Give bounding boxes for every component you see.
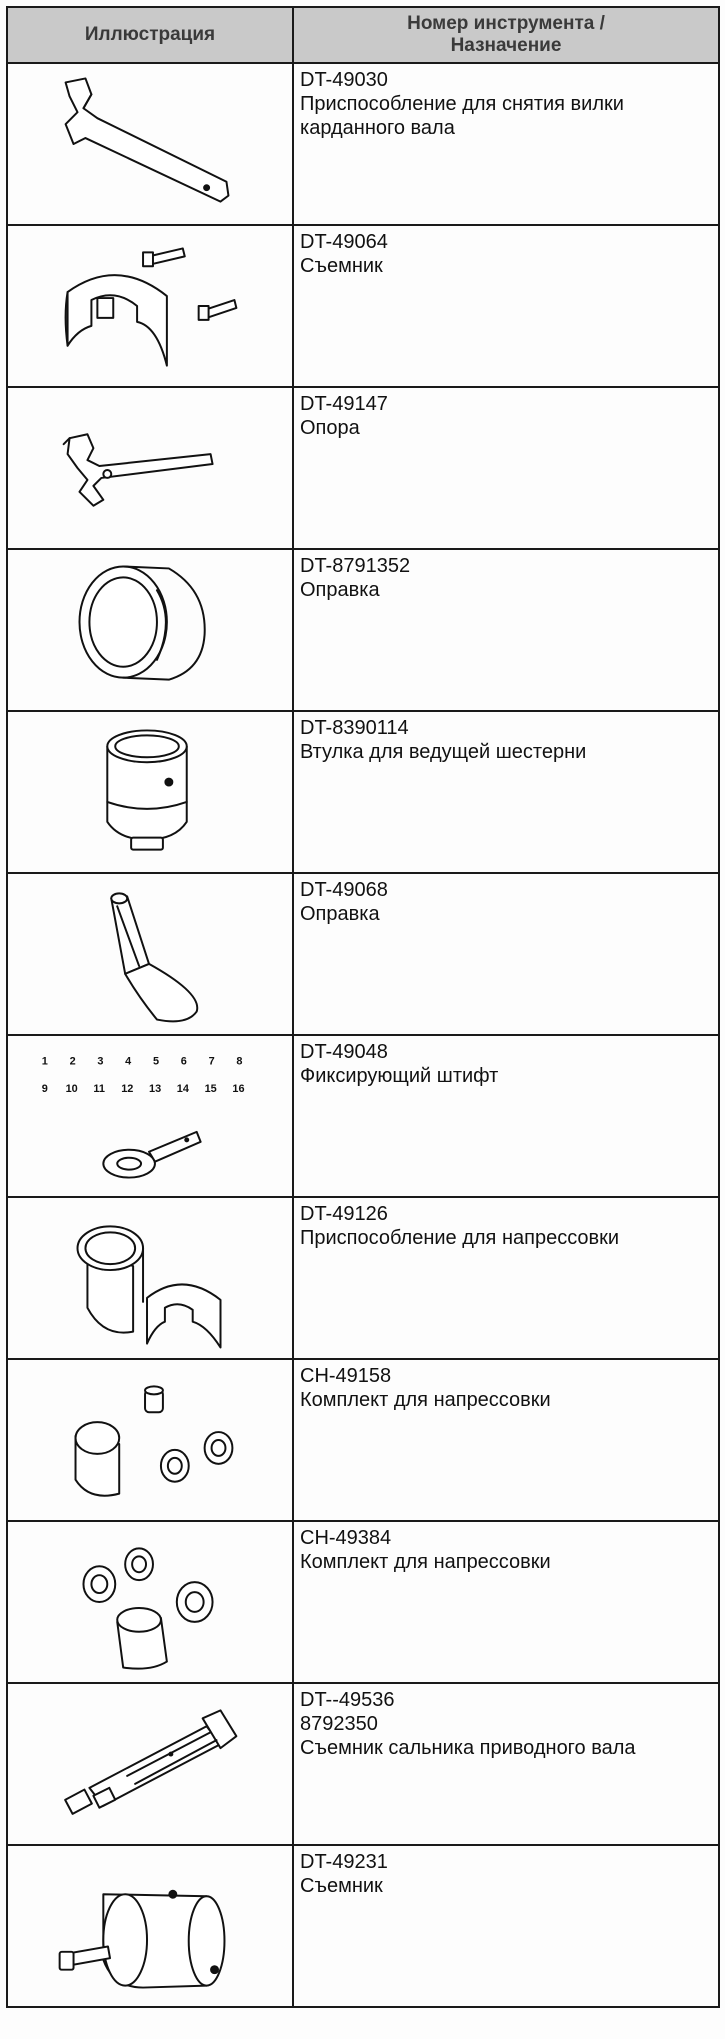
tool-purpose: Съемник (300, 255, 383, 277)
pin-number: 1 (41, 1055, 48, 1068)
tool-number-alt: 8792350 (300, 1713, 378, 1735)
puller-cylinder-icon (8, 1846, 292, 2006)
tool-purpose: Приспособление для снятия вилки карданного вала (300, 93, 624, 139)
tool-info-cell (293, 549, 719, 711)
tool-info-cell (293, 1035, 719, 1197)
pin-numbers-row1 (42, 1055, 243, 1067)
tool-info-cell (293, 1521, 719, 1683)
tool-number: DT-8791352 (300, 555, 411, 577)
press-kit-icon (8, 1360, 292, 1520)
tool-number: DT--49536 (300, 1689, 395, 1711)
pin-number: 12 (121, 1083, 134, 1096)
tool-number: DT-8390114 (300, 717, 409, 739)
pinion-sleeve-icon (8, 712, 292, 872)
illustration-cell (7, 1521, 293, 1683)
table-row (7, 225, 719, 387)
tool-number: CH-49158 (300, 1365, 392, 1387)
table-header-row (7, 7, 719, 63)
tool-info-cell (293, 63, 719, 225)
pin-number: 3 (97, 1055, 104, 1068)
special-tools-table (6, 6, 720, 2008)
pin-number: 15 (204, 1083, 217, 1096)
tool-number: DT-49126 (300, 1203, 388, 1225)
illustration-cell (7, 63, 293, 225)
illustration-cell (7, 1845, 293, 2007)
tool-info-cell (293, 1359, 719, 1521)
pin-number: 11 (93, 1083, 105, 1096)
illustration-cell (7, 1035, 293, 1197)
pin-number: 8 (236, 1055, 243, 1068)
tool-info-cell (293, 873, 719, 1035)
illustration-cell (7, 225, 293, 387)
locking-pin-icon (8, 1036, 292, 1196)
tool-number: DT-49147 (300, 393, 388, 415)
tool-number: DT-49231 (300, 1851, 388, 1873)
tool-number: DT-49048 (300, 1041, 388, 1063)
pin-number: 10 (65, 1083, 78, 1096)
illustration-cell (7, 873, 293, 1035)
tool-purpose: Комплект для напрессовки (300, 1389, 551, 1411)
pin-number: 14 (176, 1083, 189, 1096)
pin-number: 9 (41, 1083, 48, 1096)
tool-purpose: Фиксирующий штифт (300, 1065, 499, 1087)
support-wrench-icon (8, 388, 292, 548)
header-illustration: Иллюстрация (7, 7, 293, 63)
illustration-cell (7, 1359, 293, 1521)
illustration-cell (7, 387, 293, 549)
pin-number: 4 (125, 1055, 132, 1068)
remover-half-shell-icon (8, 226, 292, 386)
header-tool-line2: Назначение (450, 35, 562, 56)
pin-number: 16 (232, 1083, 245, 1096)
tool-number: CH-49384 (300, 1527, 392, 1549)
tool-purpose: Приспособление для напрессовки (300, 1227, 620, 1249)
table-row (7, 1359, 719, 1521)
mandrel-handle-icon (8, 874, 292, 1034)
table-row (7, 1197, 719, 1359)
pin-numbers-row2 (42, 1083, 245, 1095)
illustration-cell (7, 711, 293, 873)
tool-purpose: Съемник сальника приводного вала (300, 1737, 636, 1759)
tool-purpose: Оправка (300, 579, 380, 601)
table-row (7, 1845, 719, 2007)
pin-number: 13 (149, 1083, 162, 1096)
table-row (7, 711, 719, 873)
pin-number: 5 (152, 1055, 160, 1068)
tool-number: DT-49064 (300, 231, 388, 253)
tool-info-cell (293, 1683, 719, 1845)
press-installer-icon (8, 1198, 292, 1358)
header-tool-number (293, 7, 719, 63)
tool-info-cell (293, 711, 719, 873)
illustration-cell (7, 1197, 293, 1359)
tool-info-cell (293, 1197, 719, 1359)
table-row (7, 1035, 719, 1197)
tool-info-cell (293, 225, 719, 387)
tool-info-cell (293, 387, 719, 549)
header-tool-line1: Номер инструмента / (407, 13, 605, 34)
tool-purpose: Оправка (300, 903, 380, 925)
table-row (7, 1683, 719, 1845)
pin-number: 2 (69, 1055, 76, 1068)
table-row (7, 387, 719, 549)
pin-number: 6 (180, 1055, 187, 1068)
seal-remover-icon (8, 1684, 292, 1844)
shaft-yoke-remover-icon (8, 64, 292, 224)
illustration-cell (7, 549, 293, 711)
installer-mandrel-cup-icon (8, 550, 292, 710)
table-row (7, 873, 719, 1035)
tool-info-cell (293, 1845, 719, 2007)
tool-number: DT-49068 (300, 879, 388, 901)
tool-purpose: Втулка для ведущей шестерни (300, 741, 587, 763)
tool-purpose: Опора (300, 417, 360, 439)
pin-number: 7 (208, 1055, 215, 1068)
table-row (7, 1521, 719, 1683)
tool-purpose: Съемник (300, 1875, 383, 1897)
illustration-cell (7, 1683, 293, 1845)
table-row (7, 63, 719, 225)
press-kit-discs-icon (8, 1522, 292, 1682)
tool-number: DT-49030 (300, 69, 388, 91)
table-row (7, 549, 719, 711)
tool-purpose: Комплект для напрессовки (300, 1551, 551, 1573)
